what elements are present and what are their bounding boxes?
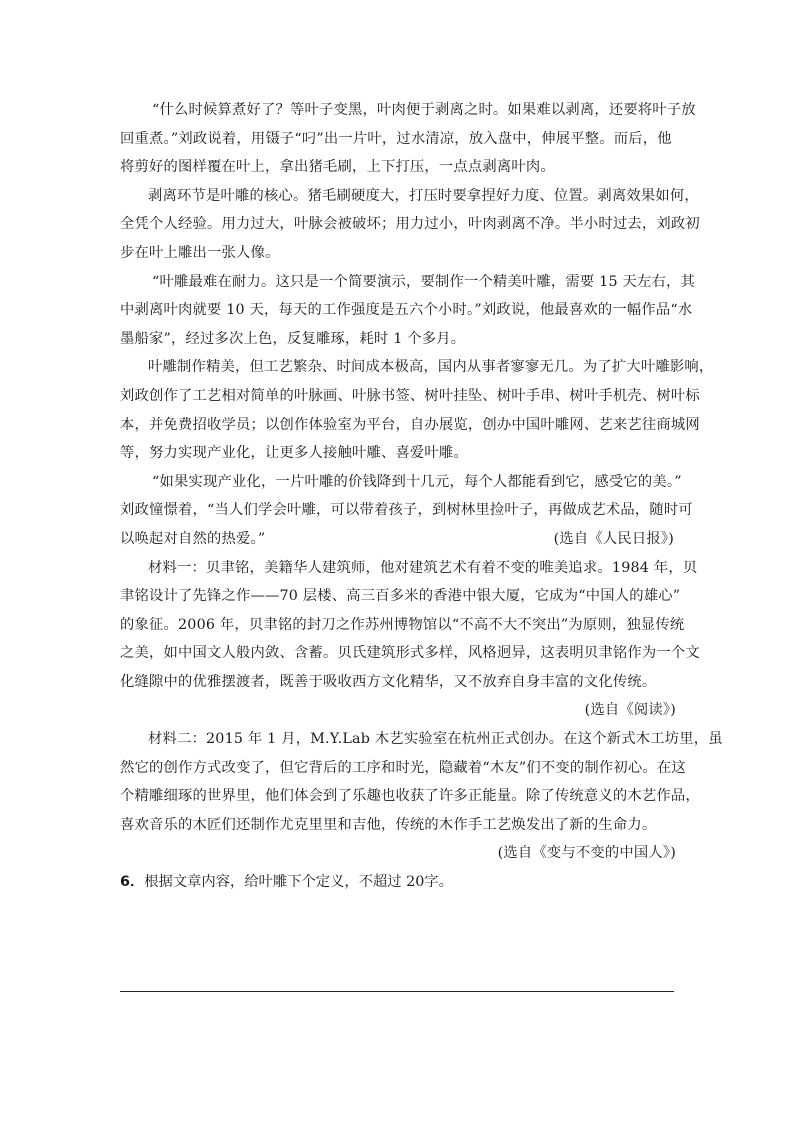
text-line: 刘政憧憬着，“当人们学会叶雕，可以带着孩子，到树林里捡叶子，再做成艺术品，随时可 — [120, 502, 693, 519]
question-text: 根据文章内容，给叶雕下个定义，不超过 20字。 — [144, 874, 453, 891]
source-citation: (选自《阅读》) — [584, 702, 676, 719]
answer-line[interactable] — [120, 991, 674, 992]
text-line: 步在叶上雕出一张人像。 — [120, 244, 280, 261]
text-line: “什么时候算煮好了？等叶子变黑，叶肉便于剥离之时。如果难以剥离，还要将叶子放 — [152, 102, 696, 118]
text-line: 化缝隙中的优雅摆渡者，既善于吸收西方文化精华，又不放弃自身丰富的文化传统。 — [120, 673, 657, 690]
source-citation: (选自《人民日报》) — [553, 530, 674, 547]
text-line: 本，并免费招收学员；以创作体验室为平台，自办展览，创办中国叶雕网、艺来艺往商城网 — [120, 416, 700, 433]
question-number: 6． — [120, 874, 145, 891]
text-line: 喜欢音乐的木匠们还制作尤克里里和吉他，传统的木作手工艺焕发出了新的生命力。 — [120, 816, 657, 833]
paragraph-5 — [120, 468, 693, 554]
text-line: 个精雕细琢的世界里，他们体会到了乐趣也收获了许多正能量。除了传统意义的木艺作品， — [120, 788, 700, 805]
text-line: 刘政创作了工艺相对简单的叶脉画、叶脉书签、树叶挂坠、树叶手串、树叶手机壳、树叶标 — [120, 387, 700, 404]
text-line: 的象征。2006 年，贝聿铭的封刀之作苏州博物馆以“不高不大不突出”为原则，独显传统 — [120, 616, 685, 633]
article-body — [120, 96, 723, 897]
text-line: “如果实现产业化，一片叶雕的价钱降到十几元，每个人都能看到它，感受它的美。” — [152, 473, 682, 490]
text-line: 以唤起对自然的热爱。” — [120, 530, 266, 547]
text-line: 墨船家”，经过多次上色，反复雕琢，耗时 1 个多月。 — [120, 330, 466, 347]
text-line: 将剪好的图样覆在叶上，拿出猪毛刷，上下打压，一点点剥离叶肉。 — [120, 159, 555, 176]
text-line: 全凭个人经验。用力过大，叶脉会被破坏；用力过小，叶肉剥离不净。半小时过去，刘政初 — [120, 216, 700, 233]
text-line: 中剥离叶肉就要 10 天，每天的工作强度是五六个小时。”刘政说，他最喜欢的一幅作品“水 — [120, 302, 693, 319]
paragraph-2 — [120, 182, 700, 268]
question-6 — [120, 868, 680, 897]
text-line: 之美，如中国文人般内敛、含蓄。贝氏建筑形式多样，风格迥异，这表明贝聿铭作为一个文 — [120, 645, 700, 662]
text-line-with-source — [120, 525, 680, 554]
text-line: 等，努力实现产业化，让更多人接触叶雕、喜爱叶雕。 — [120, 445, 468, 462]
text-line: 剥离环节是叶雕的核心。猪毛刷硬度大，打压时要拿捏好力度、位置。剥离效果如何， — [148, 187, 699, 204]
text-line: 材料二：2015 年 1 月，M.Y.Lab 木艺实验室在杭州正式创办。在这个新式木工坊里，虽 — [148, 731, 723, 748]
paragraph-6 — [120, 554, 700, 726]
paragraph-3 — [120, 268, 695, 354]
paragraph-4 — [120, 353, 714, 467]
text-line: “叶雕最难在耐力。这只是一个简要演示，要制作一个精美叶雕，需要 15 天左右，其 — [152, 273, 695, 290]
paragraph-7 — [120, 725, 723, 868]
text-line: 叶雕制作精美，但工艺繁杂、时间成本极高，国内从事者寥寥无几。为了扩大叶雕影响， — [148, 359, 714, 376]
source-citation: (选自《变与不变的中国人》) — [497, 845, 676, 862]
text-line: 然它的创作方式改变了，但它背后的工序和时光，隐藏着“木友”们不变的制作初心。在这 — [120, 759, 686, 776]
text-line: 回重煮。”刘政说着，用镊子“叼”出一片叶，过水清凉，放入盘中，伸展平整。而后，他 — [120, 130, 672, 147]
text-line: 材料一：贝聿铭，美籍华人建筑师，他对建筑艺术有着不变的唯美追求。1984 年，贝 — [148, 559, 698, 576]
text-line: 聿铭设计了先锋之作——70 层楼、高三百多米的香港中银大厦，它成为“中国人的雄心” — [120, 588, 681, 605]
paragraph-1 — [120, 96, 696, 182]
